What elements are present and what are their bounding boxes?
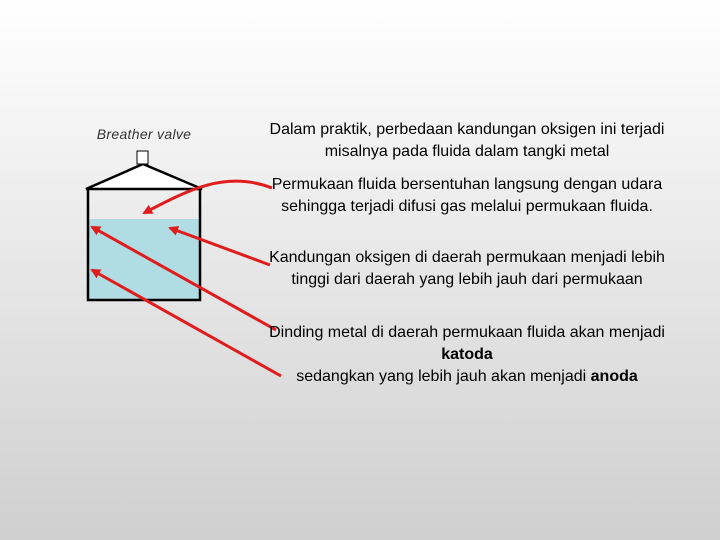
- cathode-term: katoda: [441, 346, 493, 363]
- anode-term: anoda: [590, 368, 638, 385]
- paragraph-practice: Dalam praktik, perbedaan kandungan oksigen ini terjadi misalnya pada fluida dalam tangki metal: [269, 121, 665, 160]
- cathode-text: Dinding metal di daerah permukaan fluida akan menjadi: [269, 324, 665, 341]
- breather-valve-label: Breather valve: [96, 126, 192, 142]
- tank-roof: [86, 164, 202, 189]
- paragraph-surface-contact: Permukaan fluida bersentuhan langsung dengan udara sehingga terjadi difusi gas melalui permukaan fluida.: [271, 176, 663, 215]
- breather-valve: [137, 151, 148, 164]
- paragraph-oxygen-content: Kandungan oksigen di daerah permukaan menjadi lebih tinggi dari daerah yang lebih jauh dari permukaan: [269, 249, 665, 288]
- anode-text: sedangkan yang lebih jauh akan menjadi: [296, 368, 591, 385]
- paragraph-cathode-anode: [262, 322, 672, 388]
- fluid: [88, 219, 200, 300]
